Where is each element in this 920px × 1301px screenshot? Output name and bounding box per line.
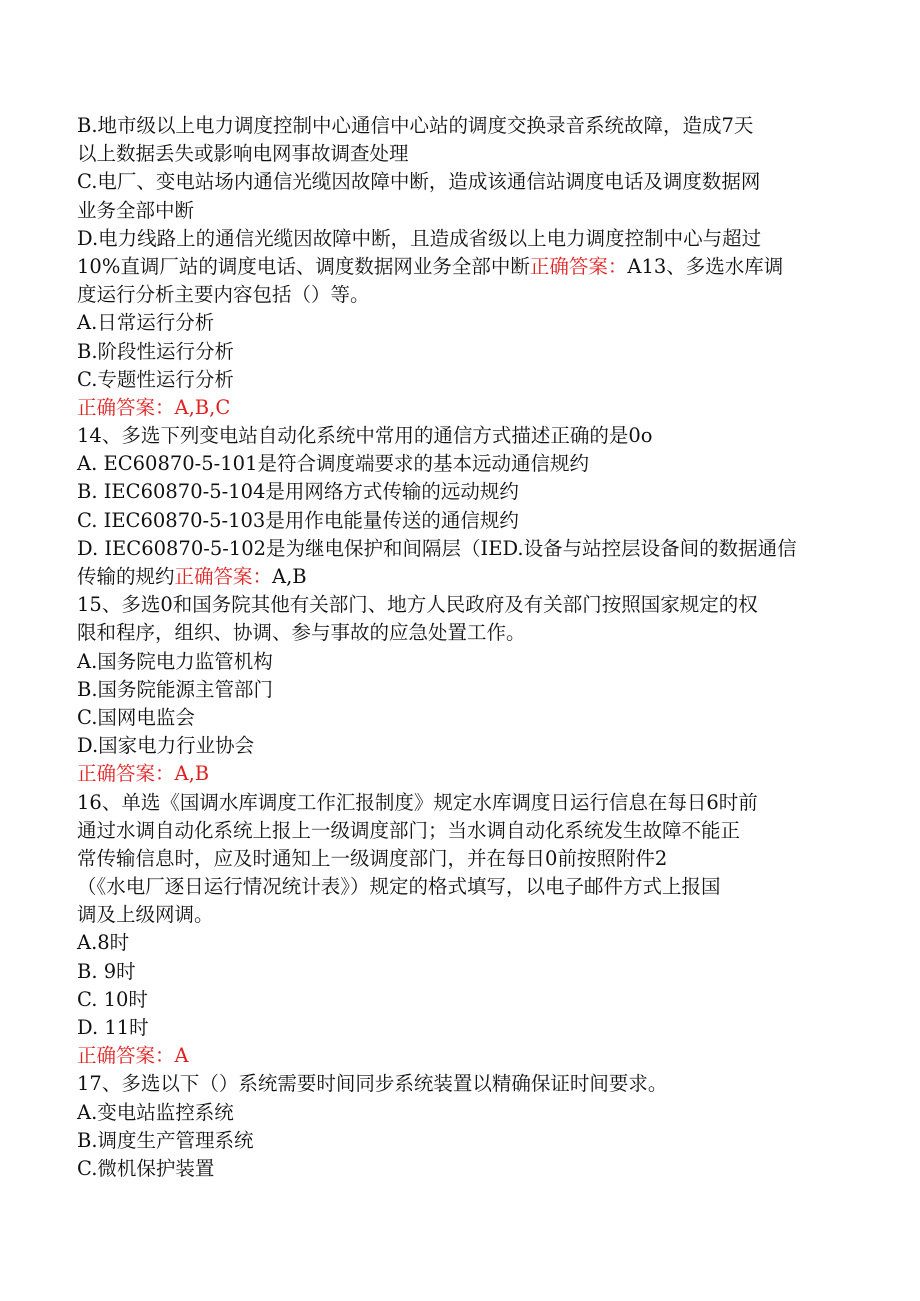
q15-option-d: D.国家电力行业协会 (77, 734, 255, 758)
q16-answer (77, 1042, 835, 1070)
q12-option-b-line2: 以上数据丢失或影响电网事故调查处理 (77, 142, 409, 166)
q16-option-b: B. 9时 (77, 959, 136, 983)
q14-option-c: C. IEC60870-5-103是用作电能量传送的通信规约 (77, 508, 519, 532)
q15-answer (77, 760, 835, 788)
q14-answer-value: A,B (272, 565, 307, 588)
q12-answer-label: 正确答案： (529, 254, 628, 278)
q15-answer-value: A,B (174, 762, 210, 786)
q13-stem-end: 度运行分析主要内容包括（）等。 (77, 283, 370, 307)
q12-option-d-text: 10%直调厂站的调度电话、调度数据网业务全部中断 (77, 254, 530, 278)
q17-option-b: B.调度生产管理系统 (77, 1128, 254, 1152)
q14-option-d-text: 传输的规约 (77, 565, 175, 588)
q14-option-d-line1: D. IEC60870-5-102是为继电保护和间隔层（IED.设备与站控层设备间的数据通信 (77, 536, 797, 560)
q15-option-b: B.国务院能源主管部门 (77, 677, 274, 701)
q13-option-c: C.专题性运行分析 (77, 367, 234, 391)
q13-option-a: A.日常运行分析 (77, 311, 215, 335)
q12-option-b-line1: B.地市级以上电力调度控制中心通信中心站的调度交换录音系统故障，造成7天 (77, 114, 754, 137)
q16-stem-line4: （《水电厂逐日运行情况统计表》）规定的格式填写，以电子邮件方式上报国 (77, 875, 721, 899)
q16-option-c: C. 10时 (77, 987, 148, 1011)
q17-option-a: A.变电站监控系统 (77, 1100, 234, 1124)
q13-option-b: B.阶段性运行分析 (77, 339, 235, 363)
q13-answer (77, 394, 835, 422)
q16-stem-line1: 16、单选《国调水库调度工作汇报制度》规定水库调度日运行信息在每日6时前 (77, 790, 758, 814)
q16-stem-line3: 常传输信息时，应及时通知上一级调度部门，并在每日0前按照附件2 (77, 846, 668, 870)
q16-stem-line2: 通过水调自动化系统上报上一级调度部门；当水调自动化系统发生故障不能正 (77, 818, 741, 842)
q16-stem-line5: 调及上级网调。 (77, 903, 214, 927)
q12-option-d-line1: D.电力线路上的通信光缆因故障中断，且造成省级以上电力调度控制中心与超过 (77, 226, 762, 250)
q16-answer-label: 正确答案： (77, 1044, 175, 1068)
q14-option-b: B. IEC60870-5-104是用网络方式传输的远动规约 (77, 480, 519, 504)
q15-answer-label: 正确答案： (77, 762, 175, 786)
q17-stem: 17、多选以下（）系统需要时间同步系统装置以精确保证时间要求。 (77, 1072, 668, 1096)
q12-option-d-line2 (77, 253, 835, 281)
q17-option-c: C.微机保护装置 (77, 1156, 215, 1180)
q13-answer-label: 正确答案： (77, 395, 175, 419)
q14-stem: 14、多选下列变电站自动化系统中常用的通信方式描述正确的是0o (77, 424, 653, 448)
q12-option-c-line1: C.电厂、变电站场内通信光缆因故障中断，造成该通信站调度电话及调度数据网 (77, 170, 761, 194)
q15-option-c: C.国网电监会 (77, 705, 195, 729)
q14-option-d-line2 (77, 563, 835, 591)
document-page (77, 112, 835, 1183)
q14-option-a: A. EC60870-5-101是符合调度端要求的基本远动通信规约 (77, 452, 589, 476)
q15-option-a: A.国务院电力监管机构 (77, 649, 273, 673)
q16-answer-value: A (174, 1044, 189, 1068)
q16-option-d: D. 11时 (77, 1016, 149, 1039)
q14-answer-label: 正确答案： (174, 565, 273, 588)
q16-option-a: A.8时 (77, 931, 130, 955)
q12-option-c-line2: 业务全部中断 (77, 198, 195, 222)
q15-stem-line2: 限和程序，组织、协调、参与事故的应急处置工作。 (77, 621, 526, 645)
q13-stem-start: A13、多选水库调 (627, 254, 784, 278)
q13-answer-value: A,B,C (174, 395, 231, 419)
q15-stem-line1: 15、多选0和国务院其他有关部门、地方人民政府及有关部门按照国家规定的权 (77, 593, 758, 617)
